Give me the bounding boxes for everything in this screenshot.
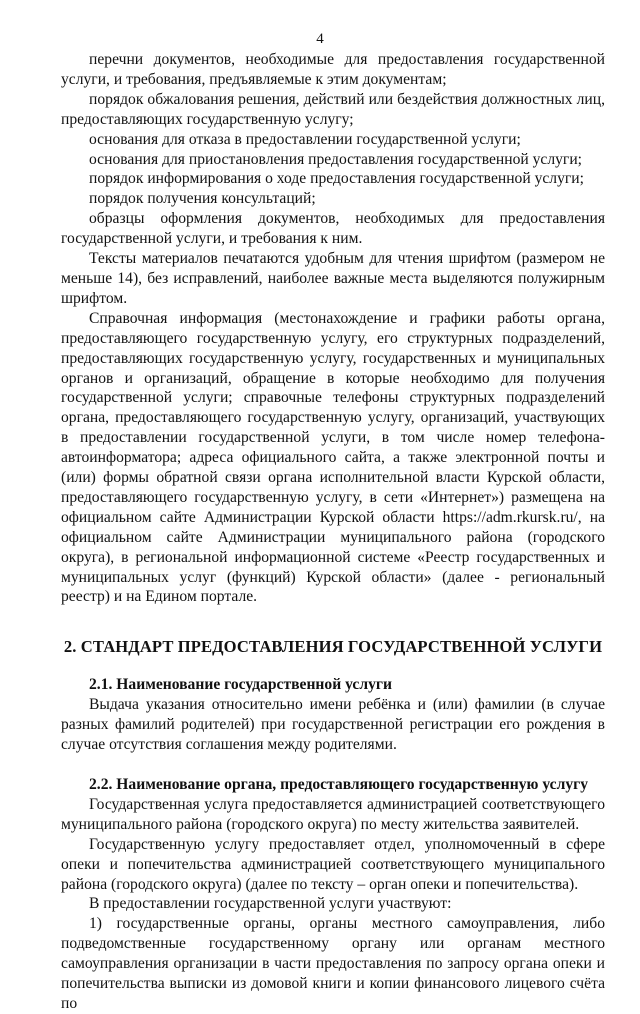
paragraph-informing-procedure: порядок информирования о ходе предоставления государственной услуги; [89,170,584,188]
section-title-2-1: 2.1. Наименование государственной услуги [89,676,392,694]
paragraph-participant-1: 1) государственные органы, органы местного самоуправления, либо подведомственные государственному органу или органам местного самоуправления организации в части предоставления по запросу органа опеки и попечительства выписки из домовой книги и копии финансового лицевого счёта по [61,915,605,1012]
document-body [61,50,605,1014]
paragraph-refusal-grounds: основания для отказа в предоставлении государственной услуги; [89,130,521,148]
section-spacer [61,755,605,775]
paragraph-participants-intro: В предоставлении государственной услуги участвуют: [89,895,452,913]
paragraph-reference-info: Справочная информация (местонахождение и графики работы органа, предоставляющего государственную услугу, его структурных подразделений, предоставляющих государственную услугу, государственных и муниципальных органов и организаций, обращение в которые необходимо для получения государственной услуги; справочные телефоны структурных подразделений органа, предоставляющего государственную услугу, организаций, участвующих в предоставлении государственной услуги, в том числе номер телефона-автоинформатора; адреса официального сайта, а также электронной почты и (или) формы обратной связи органа исполнительной власти Курской области, предоставляющего государственную услугу, в сети «Интернет») размещена на официальном сайте Администрации Курской области https://adm.rkursk.ru/, на официальном сайте Администрации муниципального района (городского округа), в региональной информационной системе «Реестр государственных и муниципальных услуг (функций) Курской области» (далее - региональный реестр) и на Едином портале. [61,309,605,606]
paragraph-document-samples: образцы оформления документов, необходимых для предоставления государственной услуги, и требования к ним. [61,210,605,248]
chapter-title: 2. СТАНДАРТ ПРЕДОСТАВЛЕНИЯ ГОСУДАРСТВЕННОЙ УСЛУГИ [63,637,603,657]
paragraph-service-name: Выдача указания относительно имени ребёнка и (или) фамилии (в случае разных фамилий родителей) при государственной регистрации его рождения в случае отсутствия соглашения между родителями. [61,696,605,754]
paragraph-font-requirements: Тексты материалов печатаются удобным для чтения шрифтом (размером не меньше 14), без исправлений, наиболее важные места выделяются полужирным шрифтом. [61,250,605,307]
paragraph-documents-list: перечни документов, необходимые для предоставления государственной услуги, и требования, предъявляемые к этим документам; [61,51,605,88]
paragraph-providing-administration: Государственная услуга предоставляется администрацией соответствующего муниципального района (городского округа) по месту жительства заявителей. [61,795,605,833]
section-title-2-2: 2.2. Наименование органа, предоставляющего государственную услугу [89,776,589,793]
paragraph-guardianship-department: Государственную услугу предоставляет отдел, уполномоченный в сфере опеки и попечительства администрацией соответствующего муниципального района (городского округа) (далее по тексту – орган опеки и попечительства). [61,835,605,893]
paragraph-consultations: порядок получения консультаций; [89,190,316,208]
page-number: 4 [316,31,324,47]
paragraph-appeal-procedure: порядок обжалования решения, действий или бездействия должностных лиц, предоставляющих государственную услугу; [61,90,605,128]
paragraph-suspension-grounds: основания для приостановления предоставления государственной услуги; [89,150,583,168]
